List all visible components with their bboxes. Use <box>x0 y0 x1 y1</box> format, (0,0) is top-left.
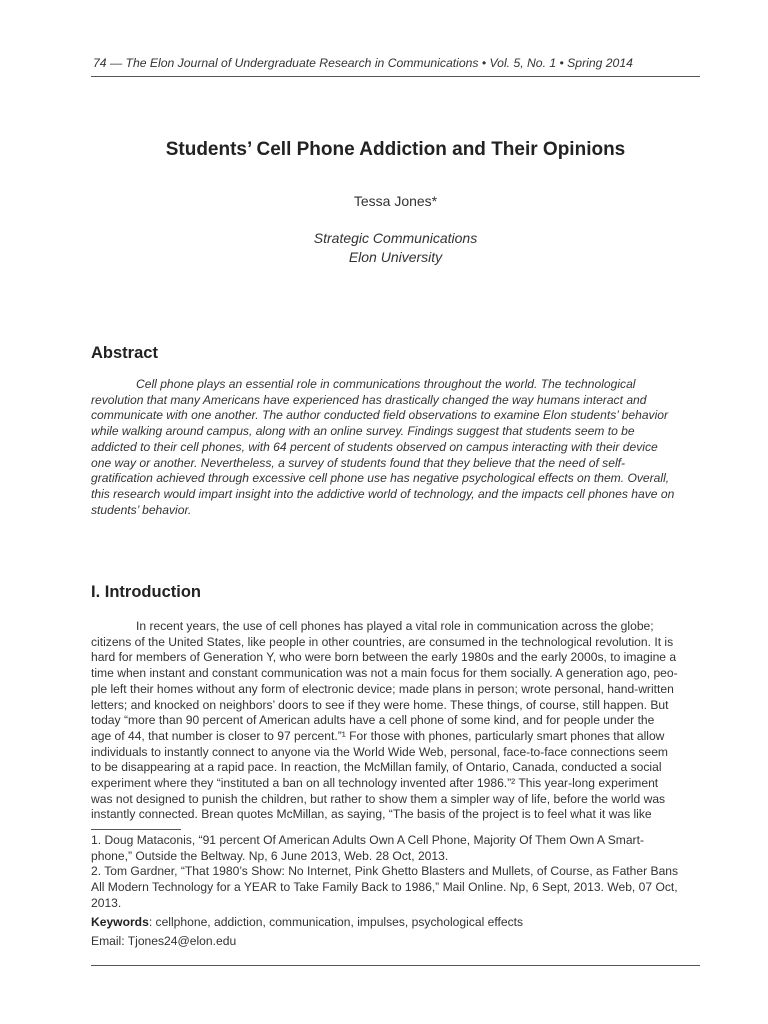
introduction-line: In recent years, the use of cell phones has played a vital role in communication across the globe; <box>136 619 654 633</box>
abstract-line: while walking around campus, along with an online survey. Findings suggest that students seem to be <box>91 424 635 439</box>
author-email: Email: Tjones24@elon.edu <box>91 934 237 948</box>
introduction-heading: I. Introduction <box>91 583 201 601</box>
introduction-line: individuals to instantly connect to anyone via the World Wide Web, personal, face-to-face connections seem <box>91 744 669 759</box>
keywords-label: Keywords <box>91 915 149 929</box>
introduction-line: ple left their homes without any form of electronic device; made plans in person; wrote personal, hand-written <box>91 681 674 696</box>
introduction-line: was not designed to punish the children, but rather to show them a simpler way of life, before the world was <box>91 791 666 806</box>
abstract-line: students’ behavior. <box>91 502 192 517</box>
footnote-line: 1. Doug Mataconis, “91 percent Of American Adults Own A Cell Phone, Majority Of Them Own A Smart- <box>91 833 644 847</box>
introduction-line: today “more than 90 percent of American adults have a cell phone of some kind, and for people under the <box>91 713 655 728</box>
footnote-rule <box>91 829 181 830</box>
author-department: Strategic Communications <box>313 230 478 246</box>
author-name: Tessa Jones* <box>353 193 438 209</box>
abstract-line: revolution that many Americans have experienced has drastically changed the way humans interact and <box>91 392 647 407</box>
introduction-line: experiment where they “instituted a ban on all technology invented after 1986.”² This year-long experiment <box>91 776 659 791</box>
footnotes <box>91 833 700 912</box>
footer-rule <box>91 965 700 966</box>
abstract-heading: Abstract <box>91 344 158 362</box>
article-title: Students’ Cell Phone Addiction and Their Opinions <box>165 139 626 160</box>
abstract-line: one way or another. Nevertheless, a survey of students found that they believe that the need of self- <box>91 455 626 470</box>
keywords <box>91 915 523 929</box>
keywords-list: : cellphone, addiction, communication, impulses, psychological effects <box>148 915 524 929</box>
introduction-line: age of 44, that number is closer to 97 percent.”¹ For those with phones, particularly smart phones that allow <box>91 728 665 743</box>
abstract-line: Cell phone plays an essential role in communications throughout the world. The technological <box>136 377 636 391</box>
introduction-paragraph <box>91 619 700 823</box>
introduction-line: citizens of the United States, like people in other countries, are consumed in the technological revolution. It is <box>91 634 674 649</box>
abstract-line: gratification achieved through excessive cell phone use has negative psychological effects on them. Overall, <box>91 471 670 486</box>
author-university: Elon University <box>348 249 443 265</box>
abstract-line: addicted to their cell phones, with 64 percent of students observed on campus interacting with their device <box>91 439 658 454</box>
introduction-line: hard for members of Generation Y, who were born between the early 1980s and the early 2000s, to imagine a <box>91 650 677 665</box>
abstract-line: this research would impart insight into the addictive world of technology, and the impacts cell phones have on <box>91 486 675 501</box>
footnote-line: 2013. <box>91 895 122 910</box>
footnote-line: 2. Tom Gardner, “That 1980’s Show: No Internet, Pink Ghetto Blasters and Mullets, of Course, as Father Bans <box>91 864 679 879</box>
running-header: 74 — The Elon Journal of Undergraduate Research in Communications • Vol. 5, No. 1 • Spring 2014 <box>93 56 633 70</box>
introduction-line: time when instant and constant communication was not a main focus for them socially. A generation ago, peo- <box>91 666 678 681</box>
abstract-line: communicate with one another. The author conducted field observations to examine Elon students’ behavior <box>91 408 669 423</box>
introduction-line: to be disappearing at a rapid pace. In reaction, the McMillan family, of Ontario, Canada, conducted a social <box>91 760 662 775</box>
footnote-line: phone,” Outside the Beltway. Np, 6 June 2013, Web. 28 Oct, 2013. <box>91 848 449 863</box>
abstract-paragraph <box>91 377 700 518</box>
introduction-line: instantly connected. Brean quotes McMillan, as saying, “The basis of the project is to feel what it was like <box>91 807 652 822</box>
journal-page <box>91 0 699 1024</box>
header-rule <box>91 76 700 77</box>
footnote-line: All Modern Technology for a YEAR to Take Family Back to 1986,” Mail Online. Np, 6 Sept, 2013. Web, 07 Oct, <box>91 880 678 895</box>
introduction-line: letters; and knocked on neighbors’ doors to see if they were home. These things, of course, still happen. But <box>91 697 669 712</box>
